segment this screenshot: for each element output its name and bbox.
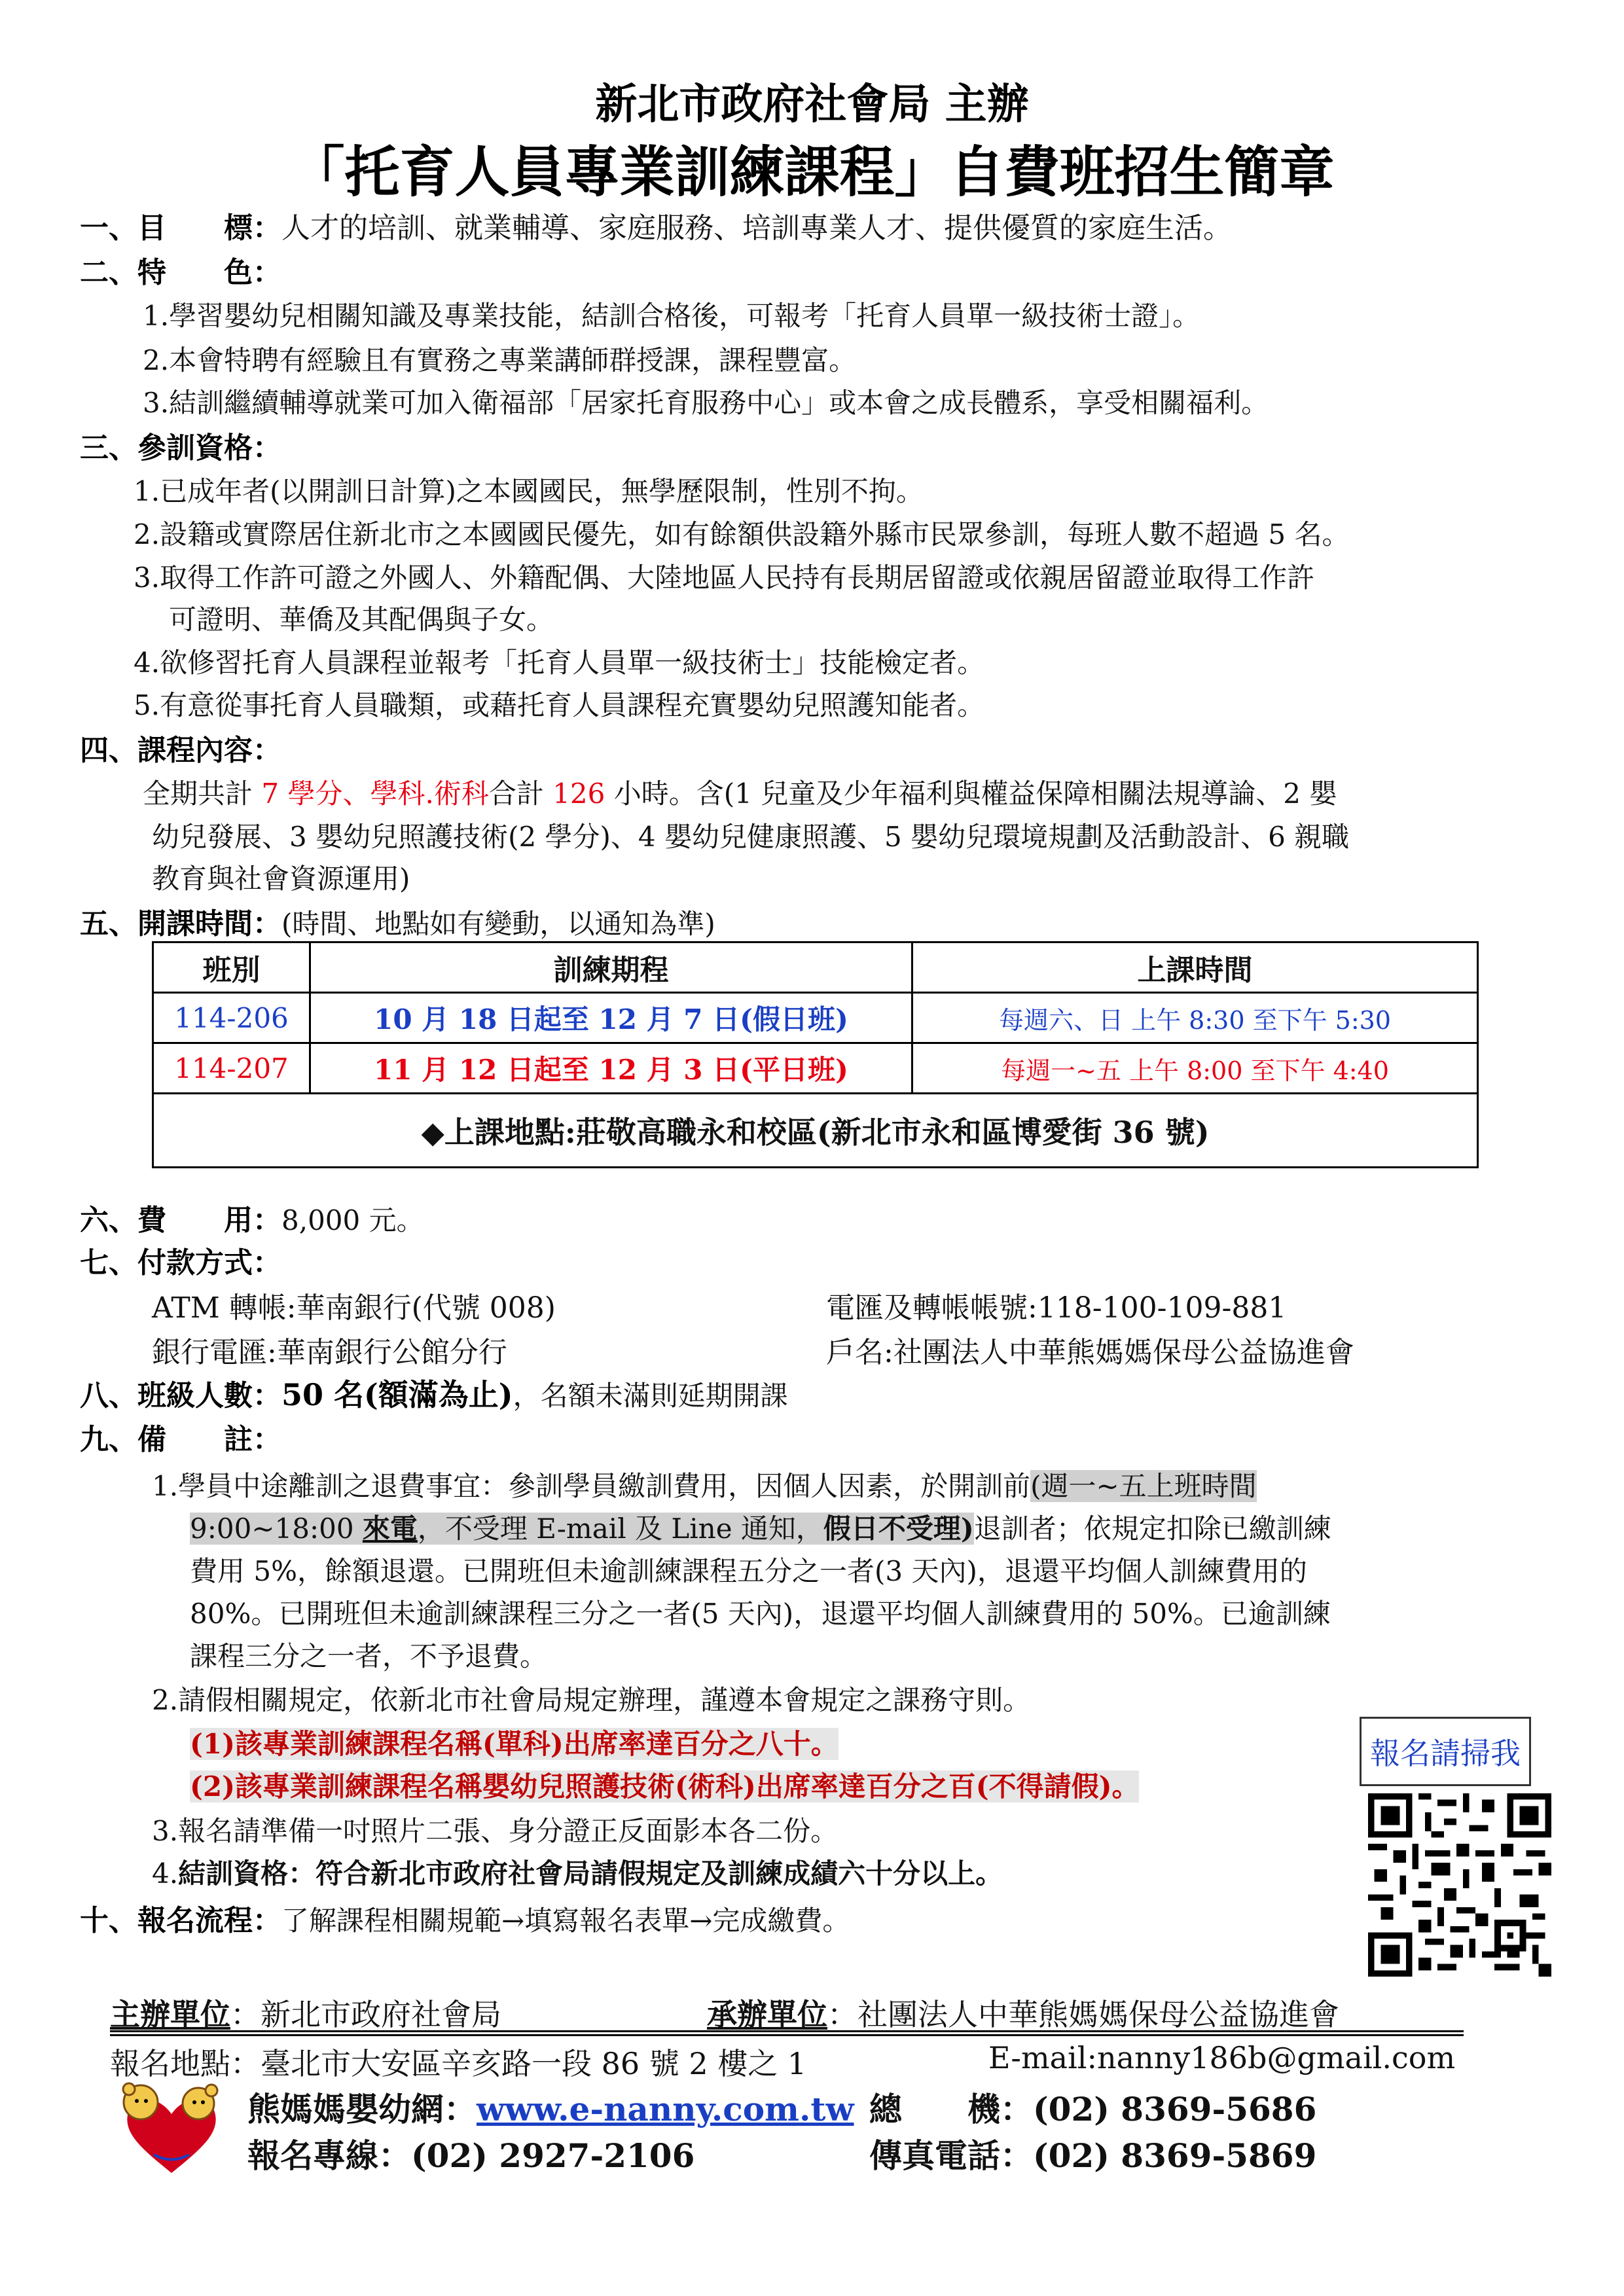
fax: [869, 2130, 1316, 2177]
fax-number: (02) 8369-5869: [1033, 2136, 1317, 2175]
course-content-line-2: 幼兒發展、3 嬰幼兒照護技術(2 學分)、4 嬰幼兒健康照護、5 嬰幼兒環境規劃及活動設計、6 親職: [152, 821, 1350, 853]
training-period: 11 月 12 日起至 12 月 3 日(平日班): [310, 1043, 912, 1094]
section-content-heading: [80, 726, 281, 768]
column-header: 上課時間: [912, 942, 1478, 993]
list-item: 3.取得工作許可證之外國人、外籍配偶、大陸地區人民持有長期居留證或依親居留證並取得工作許: [134, 562, 1315, 594]
course-content-line-1: [143, 772, 1337, 812]
text: 合計: [488, 778, 544, 810]
note-2-2: [190, 1765, 1139, 1804]
text: 假日不受理): [823, 1513, 974, 1545]
list-item: 可證明、華僑及其配偶與子女。: [169, 603, 554, 636]
section-features-heading: [80, 249, 281, 291]
section-heading: 十、報名流程：: [80, 1904, 281, 1937]
website-label: 熊媽媽嬰幼網：: [247, 2090, 477, 2128]
main-phone-label: 總 機：: [869, 2090, 1033, 2128]
class-id: 114-206: [153, 993, 310, 1043]
registration-qr-code[interactable]: [1368, 1793, 1551, 1977]
list-item: 3.結訓繼續輔導就業可加入衛福部「居家托育服務中心」或本會之成長體系，享受相關福利。: [143, 387, 1269, 419]
registration-phone-number: (02) 2927-2106: [411, 2136, 695, 2175]
account-name: 戶名:社團法人中華熊媽媽保母公益協進會: [826, 1336, 1354, 1369]
column-header: 訓練期程: [310, 942, 912, 993]
location-row: [153, 1094, 1478, 1168]
page-title: 「托育人員專業訓練課程」自費班招生簡章: [289, 139, 1335, 204]
note-2-1: [190, 1723, 839, 1762]
text: 4.: [152, 1857, 179, 1890]
main-phone: [869, 2083, 1316, 2130]
list-item: 1.已成年者(以開訓日計算)之本國國民，無學歷限制，性別不拘。: [134, 475, 924, 507]
section-text: 人才的培訓、就業輔導、家庭服務、培訓專業人才、提供優質的家庭生活。: [281, 211, 1232, 245]
text: 結訓資格：符合新北市政府社會局請假規定及訓練成績六十分以上。: [178, 1857, 1003, 1890]
class-location: ◆上課地點:莊敬高職永和校區(新北市永和區博愛街 36 號): [153, 1094, 1478, 1168]
section-class-size: [80, 1371, 788, 1414]
text: 1.學員中途離訓之退費事宜：參訓學員繳訓費用，因個人因素，於開訓前: [152, 1470, 1031, 1502]
website: [247, 2083, 854, 2130]
text: 全期共計: [143, 778, 253, 810]
section-schedule: [80, 900, 715, 942]
credits: 7 學分: [261, 778, 343, 810]
note-1-line-3: 費用 5%，餘額退還。已開班但未逾訓練課程五分之一者(3 天內)，退還平均個人訓練費用的: [190, 1555, 1307, 1587]
class-time: 每週六、日 上午 8:30 至下午 5:30: [912, 993, 1478, 1043]
divider: [110, 2034, 1464, 2036]
co-organizer: [707, 1991, 1339, 2034]
text: 退訓者；依規定扣除已繳訓練: [973, 1513, 1331, 1545]
registration-phone: [247, 2130, 695, 2177]
note-1-line-2: [190, 1507, 1331, 1547]
section-heading: 九、備 註：: [80, 1423, 281, 1456]
text: 、: [342, 778, 370, 810]
table-header-row: [153, 942, 1478, 993]
main-phone-number: (02) 8369-5686: [1033, 2090, 1317, 2128]
section-heading: 七、付款方式：: [80, 1246, 281, 1280]
atm-transfer: ATM 轉帳:華南銀行(代號 008): [152, 1291, 556, 1325]
section-heading: 三、參訓資格：: [80, 431, 281, 465]
class-time: 每週一~五 上午 8:00 至下午 4:40: [912, 1043, 1478, 1094]
section-heading: 六、費 用：: [80, 1204, 281, 1237]
bank-wire: 銀行電匯:華南銀行公館分行: [152, 1336, 507, 1369]
section-heading: 八、班級人數：: [80, 1379, 281, 1412]
list-item: 1.學習嬰幼兒相關知識及專業技能，結訓合格後，可報考「托育人員單一級技術士證」。: [143, 300, 1200, 332]
note-1-line-5: 課程三分之一者，不予退費。: [190, 1640, 548, 1672]
section-heading: 四、課程內容：: [80, 734, 281, 767]
subjects: 學科.術科: [370, 778, 489, 810]
text: (2)該專業訓練課程名稱嬰幼兒照護技術(術科)出席率達百分之百(不得請假)。: [190, 1770, 1140, 1803]
note-3: 3.報名請準備一吋照片二張、身分證正反面影本各二份。: [152, 1815, 839, 1847]
table-row: [153, 993, 1478, 1043]
section-goal: [80, 204, 1232, 246]
list-item: 5.有意從事托育人員職類，或藉托育人員課程充實嬰幼兒照護知能者。: [134, 689, 985, 721]
organizer-line: 新北市政府社會局 主辦: [595, 80, 1029, 129]
class-size: 50 名(額滿為止): [281, 1377, 513, 1412]
section-heading: 二、特 色：: [80, 256, 281, 289]
contact-email: E-mail:nanny186b@gmail.com: [988, 2040, 1456, 2075]
section-notes-heading: [80, 1416, 281, 1458]
host-name: ：新北市政府社會局: [230, 1997, 501, 2032]
list-item: 2.設籍或實際居住新北市之本國國民優先，如有餘額供設籍外縣市民眾參訓，每班人數不超過 5 名。: [134, 518, 1350, 550]
class-id: 114-207: [153, 1043, 310, 1094]
host-label: 主辦單位: [110, 1997, 230, 2032]
section-heading: 五、開課時間：: [80, 907, 281, 941]
course-content-line-3: 教育與社會資源運用): [152, 863, 410, 895]
list-item: 4.欲修習托育人員課程並報考「托育人員單一級技術士」技能檢定者。: [134, 647, 985, 679]
divider: [110, 2030, 1464, 2032]
registration-address: 報名地點：臺北市大安區辛亥路一段 86 號 2 樓之 1: [110, 2046, 807, 2081]
note-1-line-4: 80%。已開班但未逾訓練課程三分之一者(5 天內)，退還平均個人訓練費用的 50%。已逾訓練: [190, 1598, 1331, 1630]
table-row: [153, 1043, 1478, 1094]
note-4: [152, 1852, 1003, 1892]
hours: 126: [552, 778, 605, 810]
registration-phone-label: 報名專線：: [247, 2136, 411, 2175]
highlight: (週一~五上班時間: [1030, 1470, 1257, 1502]
column-header: 班別: [153, 942, 310, 993]
list-item: 2.本會特聘有經驗且有實務之專業講師群授課，課程豐富。: [143, 344, 857, 376]
text: 小時。含(1 兒童及少年福利與權益保障相關法規導論、2 嬰: [613, 778, 1337, 810]
fee-amount: 8,000 元。: [281, 1204, 424, 1236]
website-link[interactable]: www.e-nanny.com.tw: [477, 2090, 854, 2128]
bear-mom-logo: [115, 2076, 229, 2174]
text: 9:00~18:00: [190, 1513, 363, 1545]
co-label: 承辦單位: [707, 1997, 827, 2032]
schedule-note: (時間、地點如有變動，以通知為準): [281, 908, 715, 940]
section-process: [80, 1897, 850, 1939]
bank-account: 電匯及轉帳帳號:118-100-109-881: [826, 1291, 1287, 1325]
section-heading: 一、目 標：: [80, 211, 281, 245]
section-payment-heading: [80, 1239, 281, 1281]
process-steps: 了解課程相關規範→填寫報名表單→完成繳費。: [281, 1905, 850, 1937]
text: 來電: [362, 1513, 418, 1545]
section-fee: [80, 1196, 424, 1238]
schedule-table: [152, 941, 1479, 1168]
section-eligibility-heading: [80, 424, 281, 466]
training-period: 10 月 18 日起至 12 月 7 日(假日班): [310, 993, 912, 1043]
qr-label: 報名請掃我: [1360, 1717, 1531, 1786]
host-organizer: [110, 1991, 501, 2034]
note-2: 2.請假相關規定，依新北市社會局規定辦理，謹遵本會規定之課務守則。: [152, 1684, 1031, 1716]
fax-label: 傳真電話：: [869, 2136, 1033, 2175]
text: ，不受理 E-mail 及 Line 通知，: [417, 1513, 823, 1545]
class-size-note: ，名額未滿則延期開課: [513, 1380, 788, 1412]
note-1-line-1: [152, 1465, 1257, 1504]
text: (1)該專業訓練課程名稱(單科)出席率達百分之八十。: [190, 1728, 839, 1760]
co-name: ：社團法人中華熊媽媽保母公益協進會: [827, 1997, 1339, 2032]
